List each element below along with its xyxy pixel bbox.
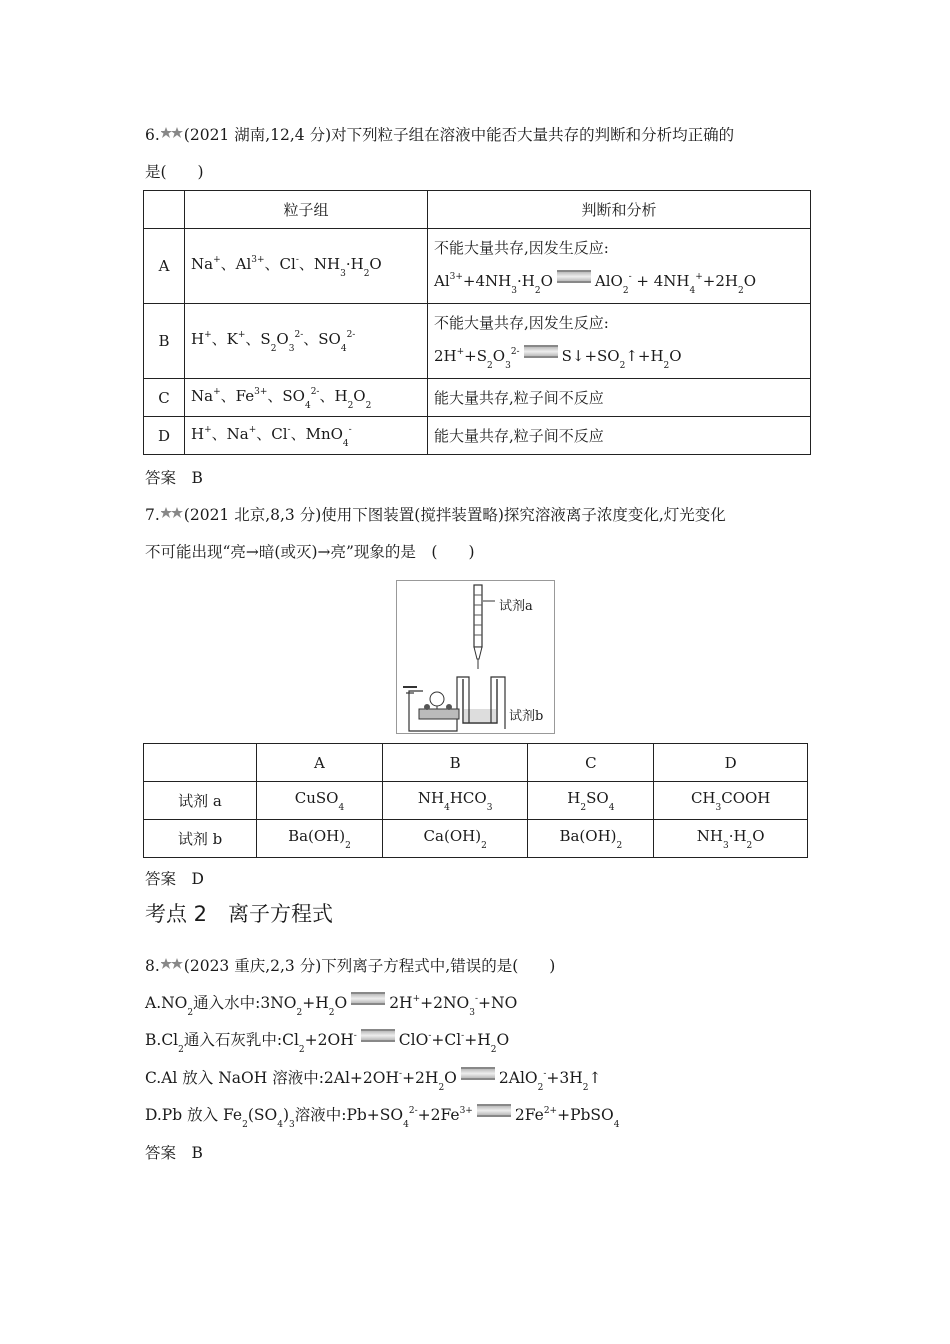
q6-row-a-equation: $Al^{3+}+4NH_3\cdot H_2O$ $AlO_2^- + 4NH_4^++2H_2O$ — [434, 271, 756, 296]
q7-b-reagent-b: $Ca(OH)_2$ — [382, 820, 527, 858]
q6-row-d-particles: H+、Na+、Cl-、MnO$_4$- — [185, 417, 428, 455]
q8-answer: 答案 B — [145, 1144, 203, 1162]
q7-header-blank — [144, 744, 257, 782]
apparatus-figure — [396, 580, 555, 734]
q7-d-reagent-b: $NH_3\cdot H_2O$ — [654, 820, 808, 858]
q6-row-b-equation: $2H^++S_2O_3^{2-}$ $S↓+SO_2↑+H_2O$ — [434, 346, 682, 371]
difficulty-stars-icon — [161, 127, 183, 139]
q6-row-d-option: D — [144, 417, 185, 455]
q6-row-b-analysis — [428, 304, 811, 379]
q7-a-reagent-a: CuSO$_4$ — [257, 782, 383, 820]
q7-b-reagent-a: $NH_4HCO_3$ — [382, 782, 527, 820]
q8-option-c: C.Al 放入 NaOH 溶液中$:2Al+2OH^-+2H_2O$ $2AlO_2^-+3H_2↑$ — [145, 1069, 602, 1093]
section-title: 考点 2 离子方程式 — [145, 902, 334, 926]
q8-stem: 8. (2023 重庆,2,3 分)下列离子方程式中,错误的是( ) — [145, 957, 556, 975]
q6-table — [143, 190, 811, 455]
fig-label-a: 试剂a — [499, 599, 533, 614]
difficulty-stars-icon — [161, 507, 183, 519]
q7-header-b: B — [382, 744, 527, 782]
q8-option-a: $A.NO_2$通入水中$:3NO_2+H_2O$ $2H^++2NO_3^-+NO$ — [145, 994, 518, 1018]
q6-row-c-option: C — [144, 379, 185, 417]
q7-a-reagent-b: $Ba(OH)_2$ — [257, 820, 383, 858]
q6-header-blank — [144, 191, 185, 229]
q7-header-d: D — [654, 744, 808, 782]
q7-row-b-label: 试剂 b — [144, 820, 257, 858]
q6-row-c-particles: Na+、$Fe^{3+}$、$SO_4^{2-}$、$H_2O_2$ — [185, 379, 428, 417]
q6-row-a-analysis-text: 不能大量共存,因发生反应: — [434, 238, 609, 257]
q7-header-a: A — [257, 744, 383, 782]
q7-stem-line2: 不可能出现“亮→暗(或灭)→亮”现象的是 ( ) — [145, 543, 475, 561]
q7-stem-line1: 7. (2021 北京,8,3 分)使用下图装置(搅拌装置略)探究溶液离子浓度变化,灯光变化 — [145, 506, 726, 524]
difficulty-stars-icon — [161, 958, 183, 970]
q6-row-a-particles: Na+、$Al^{3+}$、Cl-、$NH_3\cdot H_2O$ — [185, 229, 428, 304]
q6-row-a-option: A — [144, 229, 185, 304]
q6-row-d-analysis: 能大量共存,粒子间不反应 — [428, 417, 811, 455]
q6-row-b-analysis-text: 不能大量共存,因发生反应: — [434, 313, 609, 332]
q7-header-c: C — [528, 744, 654, 782]
fig-label-b: 试剂b — [509, 709, 544, 724]
q7-c-reagent-b: $Ba(OH)_2$ — [528, 820, 654, 858]
q6-answer: 答案 B — [145, 469, 203, 487]
q6-row-a-analysis — [428, 229, 811, 304]
q8-option-d: D.Pb 放入 $Fe_2(SO_4)_3$溶液中$:Pb+SO_4^{2-}+2Fe^{3+}$ $2Fe^{2+}+PbSO_4$ — [145, 1106, 620, 1130]
q8-option-b: $B.Cl_2$通入石灰乳中$:Cl_2+2OH^-$ $ClO^-+Cl^-+H_2O$ — [145, 1031, 510, 1055]
q7-table — [143, 743, 808, 858]
q7-c-reagent-a: $H_2SO_4$ — [528, 782, 654, 820]
q7-d-reagent-a: $CH_3COOH$ — [654, 782, 808, 820]
q6-header-analysis: 判断和分析 — [428, 191, 811, 229]
q7-row-a-label: 试剂 a — [144, 782, 257, 820]
q6-stem-line1: 6. (2021 湖南,12,4 分)对下列粒子组在溶液中能否大量共存的判断和分析均正确的 — [145, 126, 735, 144]
q6-row-c-analysis: 能大量共存,粒子间不反应 — [428, 379, 811, 417]
q6-header-particles: 粒子组 — [185, 191, 428, 229]
q6-stem-line2: 是( ) — [145, 163, 204, 181]
q7-answer: 答案 D — [145, 870, 204, 888]
q6-row-b-particles: H+、K+、$S_2O_3^{2-}$、$SO_4^{2-}$ — [185, 304, 428, 379]
q6-row-b-option: B — [144, 304, 185, 379]
